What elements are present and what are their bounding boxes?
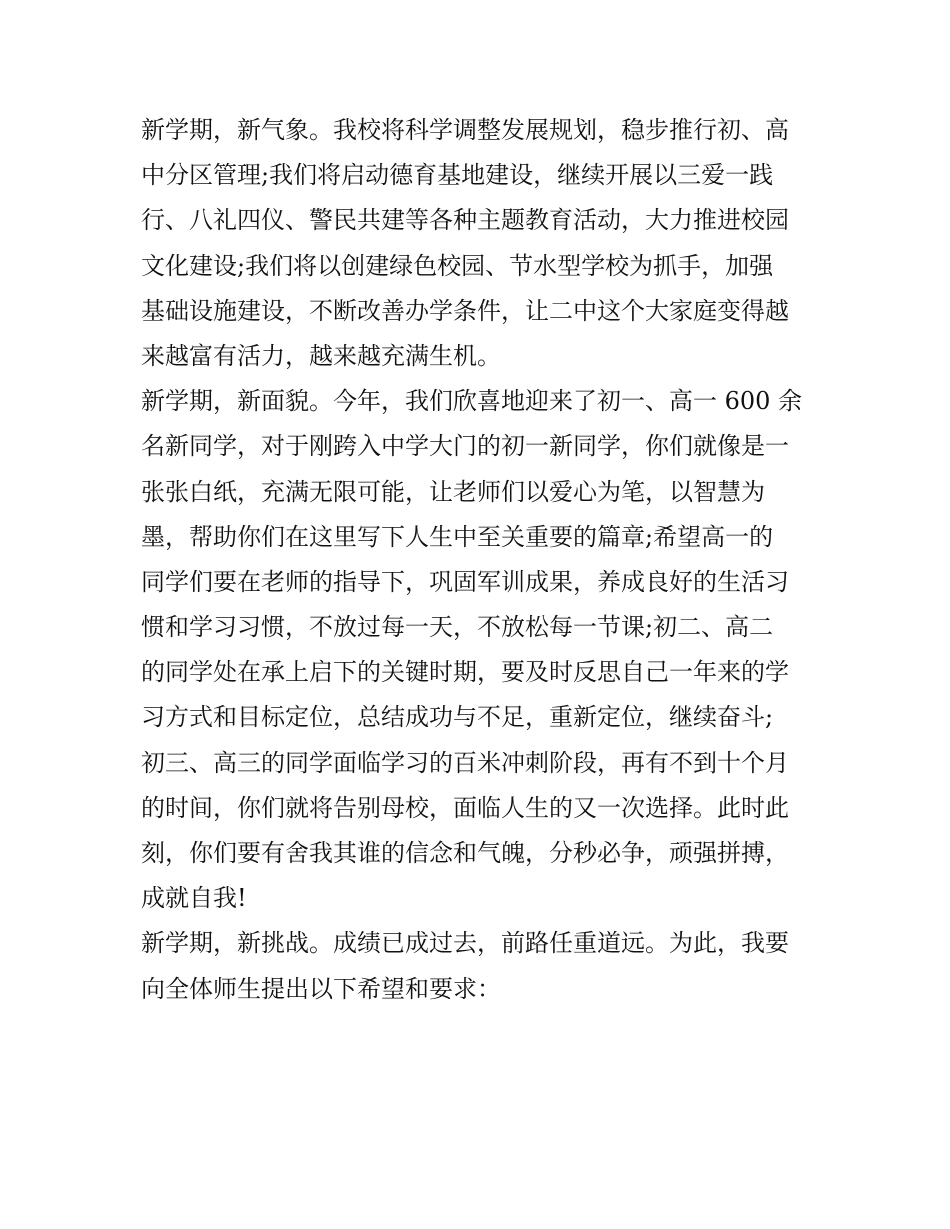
text-line: 成就自我! [141, 884, 247, 913]
text-line: 张张白纸，充满无限可能，让老师们以爱心为笔，以智慧为 [141, 477, 765, 506]
text-line: 行、八礼四仪、警民共建等各种主题教育活动，大力推进校园 [141, 206, 789, 235]
text-line: 向全体师生提出以下希望和要求： [141, 974, 501, 1003]
text-line: 文化建设;我们将以创建绿色校园、节水型学校为抓手，加强 [141, 251, 774, 280]
text-line: 中分区管理;我们将启动德育基地建设，继续开展以三爱一践 [141, 161, 774, 190]
document-body [141, 108, 821, 1012]
paragraph-new-appearance [141, 379, 821, 921]
text-line: 习方式和目标定位，总结成功与不足，重新定位，继续奋斗; [141, 703, 774, 732]
text-line: 墨，帮助你们在这里写下人生中至关重要的篇章;希望高一的 [141, 522, 774, 551]
text-line: 新学期，新挑战。成绩已成过去，前路任重道远。为此，我要 [141, 929, 789, 958]
text-line: 的同学处在承上启下的关键时期，要及时反思自己一年来的学 [141, 658, 789, 687]
text-line: 来越富有活力，越来越充满生机。 [141, 341, 501, 370]
text-line: 的时间，你们就将告别母校，面临人生的又一次选择。此时此 [141, 793, 789, 822]
text-line: 名新同学，对于刚跨入中学大门的初一新同学，你们就像是一 [141, 432, 789, 461]
text-line: 刻，你们要有舍我其谁的信念和气魄，分秒必争，顽强拼搏， [141, 839, 789, 867]
paragraph-new-challenge [141, 921, 821, 1011]
text-line: 基础设施建设，不断改善办学条件，让二中这个大家庭变得越 [141, 296, 789, 325]
paragraph-new-atmosphere [141, 108, 821, 379]
text-line: 同学们要在老师的指导下，巩固军训成果，养成良好的生活习 [141, 567, 789, 596]
text-line: 初三、高三的同学面临学习的百米冲刺阶段，再有不到十个月 [141, 748, 789, 777]
text-line: 惯和学习习惯，不放过每一天，不放松每一节课;初二、高二 [141, 613, 774, 642]
text-line: 新学期，新气象。我校将科学调整发展规划，稳步推行初、高 [141, 116, 789, 144]
text-line: 新学期，新面貌。今年，我们欣喜地迎来了初一、高一 600 余 [141, 387, 803, 416]
